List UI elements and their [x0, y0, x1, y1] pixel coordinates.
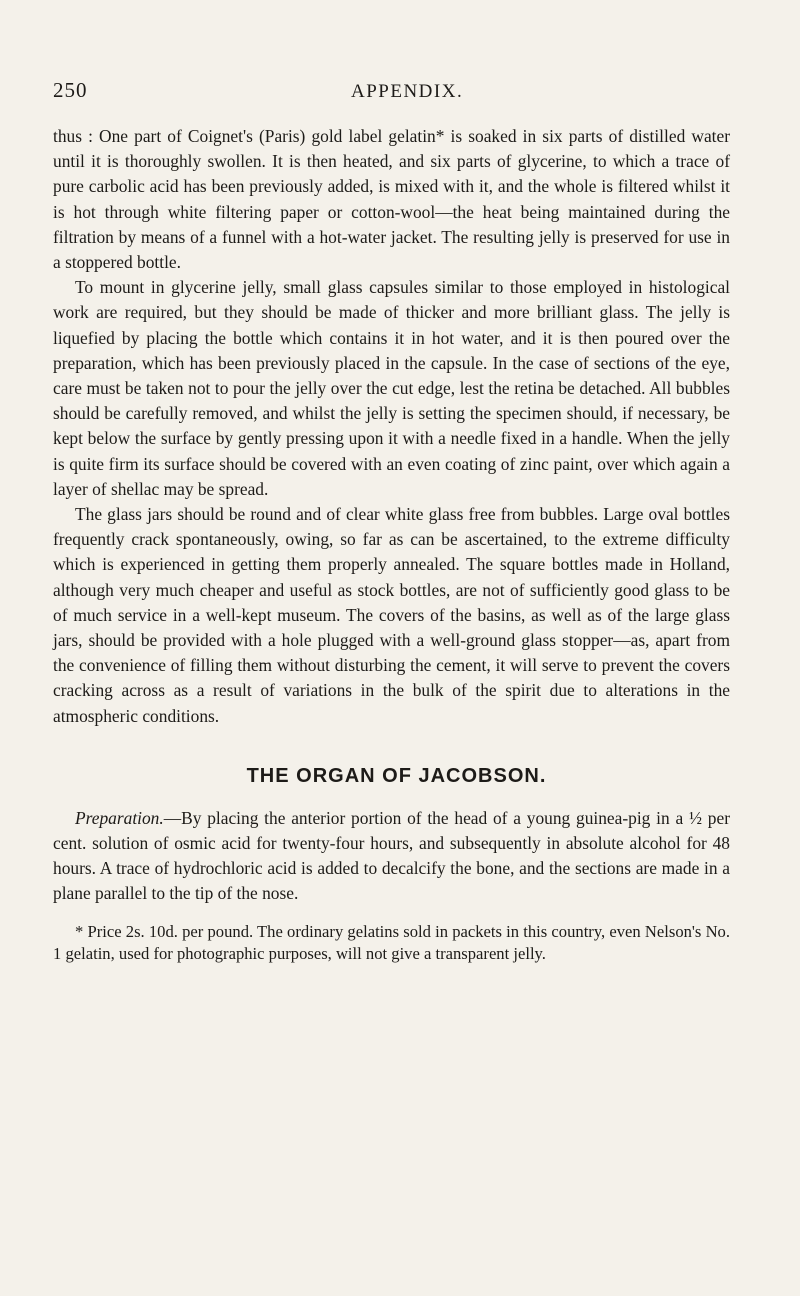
preparation-section	[53, 806, 730, 907]
section-heading: THE ORGAN OF JACOBSON.	[246, 764, 547, 787]
preparation-paragraph	[53, 806, 730, 907]
preparation-text: —By placing the anterior portion of the head of a young guinea-pig in a ½ per cent. solution of osmic acid for twenty-four hours, and subsequently in absolute alcohol for 48 hours. A trace of hydrochloric acid is added to decalcify the bone, and the sections are made in a plane parallel to the tip of the nose.	[53, 807, 730, 904]
page-number: 250	[53, 78, 88, 102]
paragraph-glass-jars: The glass jars should be round and of clear white glass free from bubbles. Large oval bottles frequently crack spontaneously, owing, so far as can be ascertained, to the extreme difficulty which is experienced in getting them properly annealed. The square bottles made in Holland, although very much cheaper and useful as stock bottles, are not of sufficiently good glass to be of much service in a well-kept museum. The covers of the basins, as well as of the large glass jars, should be provided with a hole plugged with a well-ground glass stopper—as, apart from the convenience of filling them without disturbing the cement, it will serve to prevent the covers cracking across as a result of variations in the bulk of the spirit due to alterations in the atmospheric conditions.	[53, 504, 730, 726]
preparation-label: Preparation.	[75, 807, 164, 828]
footnote: * Price 2s. 10d. per pound. The ordinary gelatins sold in packets in this country, even Nelson's No. 1 gelatin, used for photographic purposes, will not give a transparent jelly.	[53, 921, 730, 963]
paragraph-glycerine-mounting: To mount in glycerine jelly, small glass capsules similar to those employed in histological work are required, but they should be made of thicker and more brilliant glass. The jelly is liquefied by placing the bottle which contains it in hot water, and it is then poured over the preparation, which has been previously placed in the capsule. In the case of sections of the eye, care must be taken not to pour the jelly over the cut edge, lest the retina be detached. All bubbles should be carefully removed, and whilst the jelly is setting the specimen should, if necessary, be kept below the surface by gently pressing upon it with a needle fixed in a handle. When the jelly is quite firm its surface should be covered with an even coating of zinc paint, over which again a layer of shellac may be spread.	[53, 277, 730, 499]
body-text	[53, 124, 730, 729]
paragraph-gelatin-recipe: thus : One part of Coignet's (Paris) gold label gelatin* is soaked in six parts of distilled water until it is thoroughly swollen. It is then heated, and six parts of glycerine, to which a trace of pure carbolic acid has been previously added, is mixed with it, and the whole is filtered whilst it is hot through white filtering paper or cotton-wool—the heat being maintained during the filtration by means of a funnel with a hot-water jacket. The resulting jelly is preserved for use in a stoppered bottle.	[53, 126, 730, 273]
running-head	[53, 78, 730, 112]
running-title: APPENDIX.	[351, 81, 464, 102]
